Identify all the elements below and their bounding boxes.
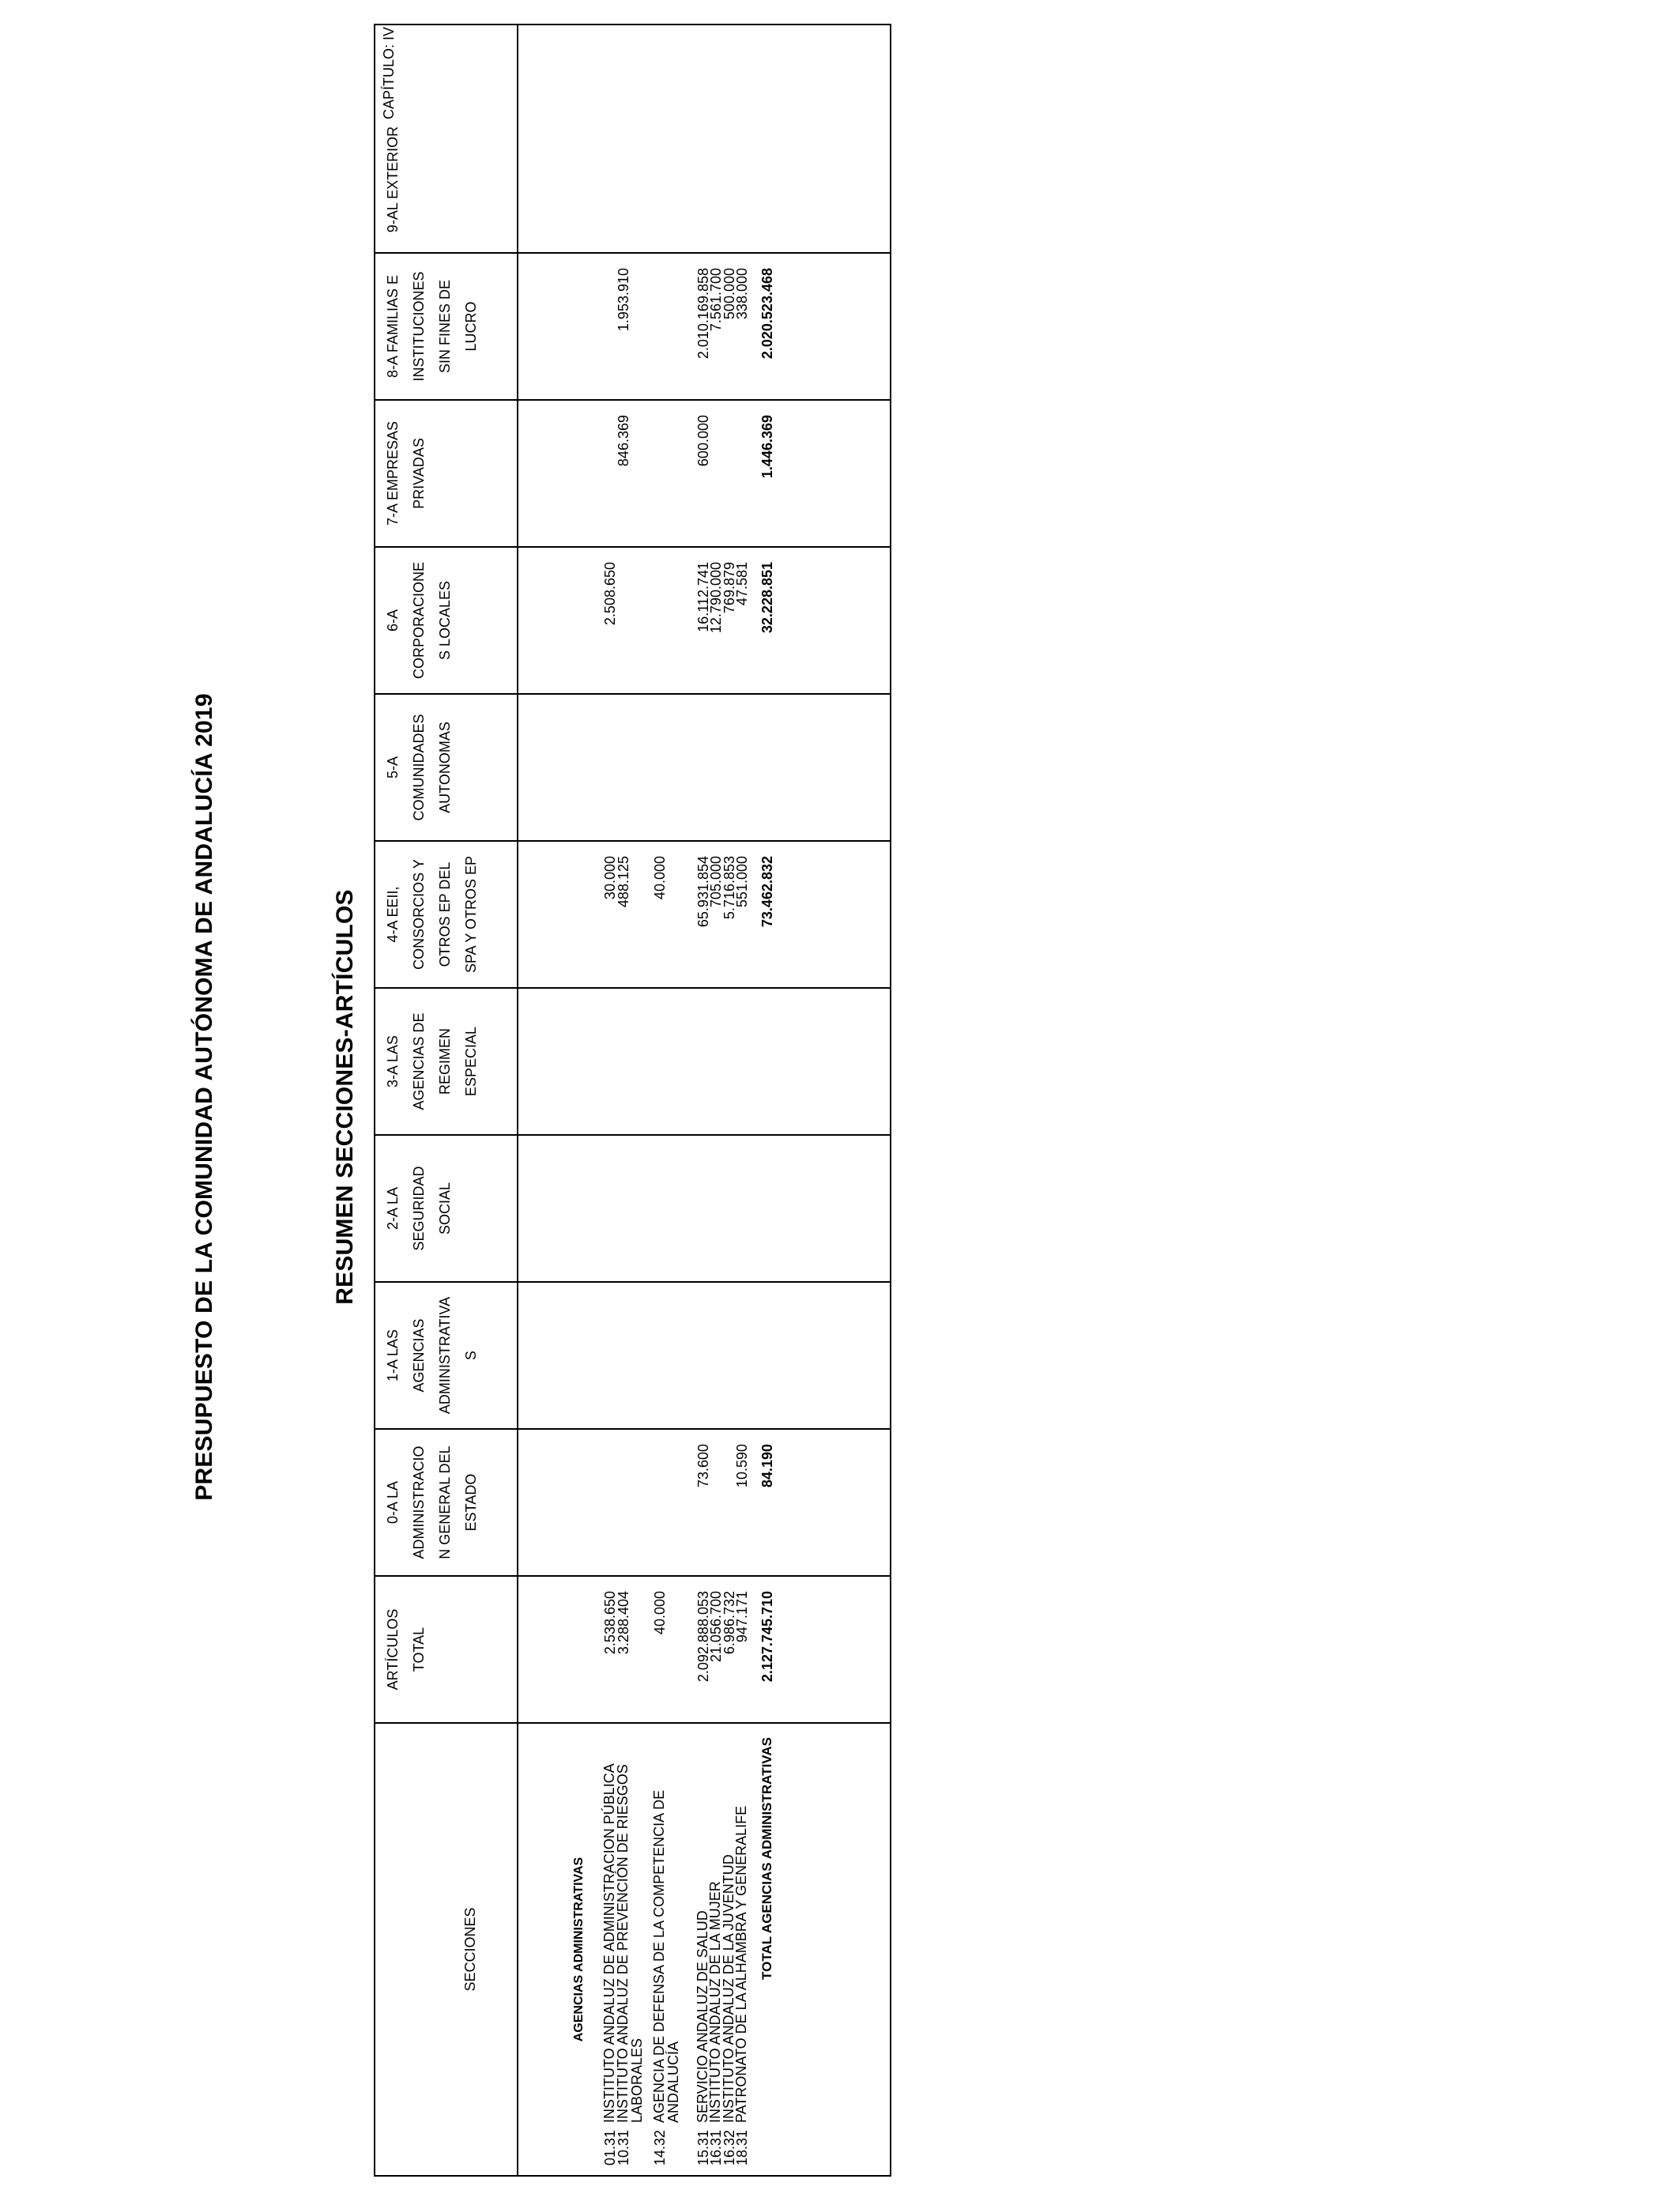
row-code: 18.31 xyxy=(734,2129,750,2166)
cell-value: 2.508.650 xyxy=(602,562,618,626)
cell-value: 947.171 xyxy=(734,1591,750,1643)
cell-value: 3.288.404 xyxy=(616,1591,631,1655)
row-code: 01.31 xyxy=(602,2129,618,2166)
column-header: 4-A EEII, CONSORCIOS Y OTROS EP DEL SPA Y OTROS EP xyxy=(385,855,479,974)
total-value: 2.127.745.710 xyxy=(759,1591,775,1683)
total-label: TOTAL AGENCIAS ADMINISTRATIVAS xyxy=(759,1737,774,1980)
cell-value: 846.369 xyxy=(616,415,631,467)
column-header: 2-A LA SEGURIDAD SOCIAL xyxy=(385,1166,453,1251)
cell-value: 12.790.000 xyxy=(708,562,724,634)
cell-value: 338.000 xyxy=(734,268,750,320)
summary-table xyxy=(374,24,891,2177)
row-name: INSTITUTO ANDALUZ DE LA JUVENTUD xyxy=(721,1854,736,2123)
cell-value: 21.056.700 xyxy=(708,1591,724,1663)
row-name: INSTITUTO ANDALUZ DE PREVENCIÓN DE RIESGOS LABORALES xyxy=(615,1764,645,2123)
column-divider xyxy=(375,840,890,842)
cell-value: 2.538.650 xyxy=(602,1591,618,1655)
cell-value: 2.010.169.858 xyxy=(695,268,711,360)
column-header: 6-A CORPORACIONE S LOCALES xyxy=(385,561,453,680)
cell-value: 10.590 xyxy=(734,1444,750,1488)
cell-value: 500.000 xyxy=(721,268,737,320)
column-divider xyxy=(375,693,890,695)
document-title: PRESUPUESTO DE LA COMUNIDAD AUTÓNOMA DE ANDALUCÍA 2019 xyxy=(191,693,217,1501)
cell-value: 47.581 xyxy=(734,562,750,606)
column-divider xyxy=(375,1281,890,1283)
cell-value: 16.112.741 xyxy=(695,562,711,632)
total-value: 84.190 xyxy=(759,1444,775,1488)
secciones-label: SECCIONES xyxy=(462,1907,478,1992)
column-header: 0-A LA ADMINISTRACIO N GENERAL DEL ESTADO xyxy=(385,1446,479,1559)
column-divider xyxy=(375,1722,890,1724)
cell-value: 5.716.853 xyxy=(721,856,737,920)
row-name: SERVICIO ANDALUZ DE SALUD xyxy=(695,1910,710,2123)
column-header: ARTÍCULOS TOTAL xyxy=(385,1608,427,1691)
row-name: INSTITUTO ANDALUZ DE ADMINISTRACION PÚBLICA xyxy=(601,1763,617,2123)
cell-value: 65.931.854 xyxy=(695,856,711,928)
cell-value: 2.092.888.053 xyxy=(695,1591,711,1683)
row-code: 10.31 xyxy=(616,2129,631,2166)
row-code: 14.32 xyxy=(652,2129,668,2166)
column-divider xyxy=(375,252,890,254)
group-heading: AGENCIAS ADMINISTRATIVAS xyxy=(572,1857,586,2042)
cell-value: 7.561.700 xyxy=(708,268,724,332)
cell-value: 40.000 xyxy=(652,1591,668,1635)
header-separator xyxy=(517,25,518,2175)
document-subtitle: RESUMEN SECCIONES-ARTÍCULOS xyxy=(332,889,358,1305)
column-header: 3-A LAS AGENCIAS DE REGIMEN ESPECIAL xyxy=(385,1012,479,1110)
total-value: 32.228.851 xyxy=(759,562,775,634)
column-divider xyxy=(375,1134,890,1136)
column-divider xyxy=(375,1575,890,1577)
cell-value: 551.000 xyxy=(734,856,750,908)
total-value: 73.462.832 xyxy=(759,856,775,928)
cell-value: 705.000 xyxy=(708,856,724,908)
row-code: 16.31 xyxy=(708,2129,724,2166)
row-name: PATRONATO DE LA ALHAMBRA Y GENERALIFE xyxy=(733,1805,749,2123)
row-name: AGENCIA DE DEFENSA DE LA COMPETENCIA DE ANDALUCÍA xyxy=(651,1789,681,2123)
cell-value: 600.000 xyxy=(695,415,711,467)
cell-value: 40.000 xyxy=(652,856,668,900)
capitulo-label: CAPÍTULO: IV xyxy=(381,27,397,120)
cell-value: 1.953.910 xyxy=(616,268,631,332)
column-header: 1-A LAS AGENCIAS ADMINISTRATIVA S xyxy=(385,1296,479,1415)
column-divider xyxy=(375,1428,890,1430)
column-header: 7-A EMPRESAS PRIVADAS xyxy=(385,420,427,526)
cell-value: 73.600 xyxy=(695,1444,711,1488)
total-value: 2.020.523.468 xyxy=(759,268,775,360)
column-divider xyxy=(375,399,890,401)
column-divider xyxy=(375,546,890,548)
column-header: 8-A FAMILIAS E INSTITUCIONES SIN FINES DE LUCRO xyxy=(385,271,479,382)
row-code: 16.32 xyxy=(721,2129,737,2166)
cell-value: 488.125 xyxy=(616,856,631,908)
column-header: 9-AL EXTERIOR xyxy=(385,126,401,233)
total-value: 1.446.369 xyxy=(759,415,775,479)
cell-value: 6.986.732 xyxy=(721,1591,737,1655)
cell-value: 30.000 xyxy=(602,856,618,900)
cell-value: 769.879 xyxy=(721,562,737,614)
column-header: 5-A COMUNIDADES AUTONOMAS xyxy=(385,714,453,821)
row-code: 15.31 xyxy=(695,2129,711,2166)
row-name: INSTITUTO ANDALUZ DE LA MUJER xyxy=(707,1881,723,2123)
column-divider xyxy=(375,987,890,989)
